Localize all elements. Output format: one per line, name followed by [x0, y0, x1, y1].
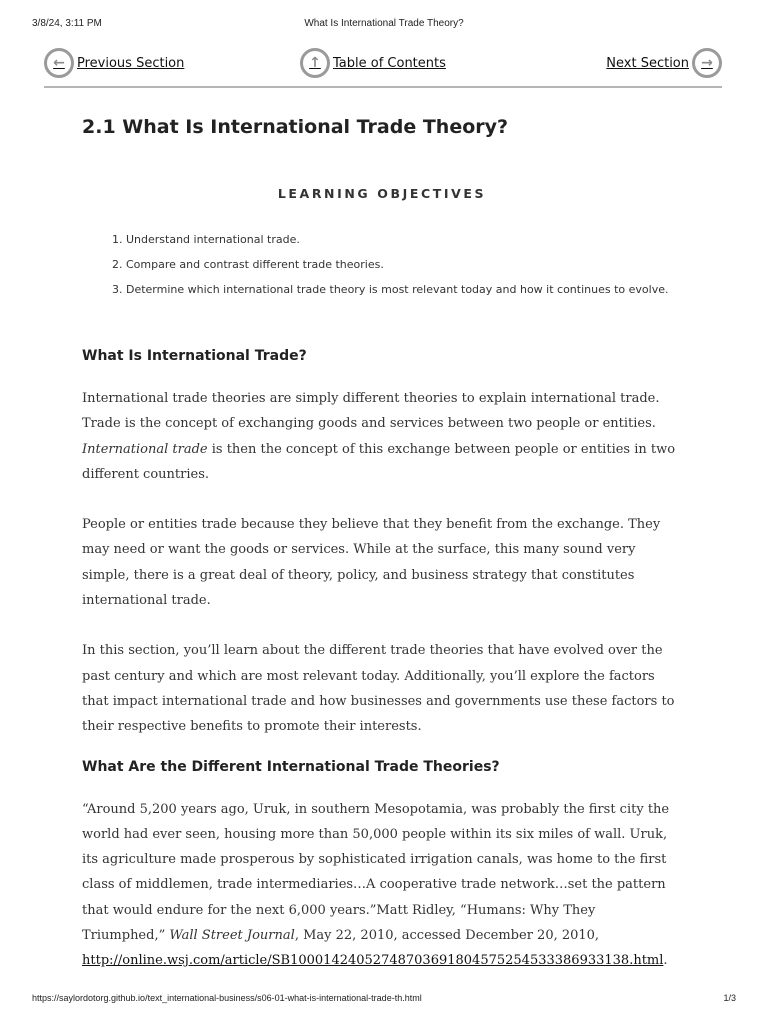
next-section-label: Next Section	[606, 55, 689, 71]
section-navigation	[44, 44, 722, 88]
print-header	[32, 18, 736, 32]
learning-objectives-list	[112, 227, 682, 302]
objective-item: 2. Compare and contrast different trade theories.	[112, 258, 384, 271]
main-content	[82, 110, 682, 974]
next-section-link[interactable]	[606, 48, 722, 78]
paragraph-benefit: People or entities trade because they believe that they benefit from the exchange. They may need or want the goods or services. While at the surface, this many sound very simple, there is a great deal of theory, policy, and business strategy that constitutes international trade.	[82, 517, 661, 609]
arrow-right-icon: →	[692, 48, 722, 78]
learning-objectives-heading: LEARNING OBJECTIVES	[277, 186, 487, 201]
arrow-left-icon: ←	[44, 48, 74, 78]
publication-emphasis: Wall Street Journal	[169, 928, 295, 944]
arrow-up-icon: ↑	[300, 48, 330, 78]
previous-section-label: Previous Section	[77, 55, 185, 71]
what-is-trade-heading: What Is International Trade?	[82, 348, 307, 364]
paragraph-overview: In this section, you’ll learn about the different trade theories that have evolved over the past century and which are most relevant today. Additionally, you’ll explore the factors that impact international trade and how businesses and governments use these factors to their respective benefits to promote their interests.	[82, 643, 675, 735]
table-of-contents-link[interactable]	[300, 48, 446, 78]
wsj-article-link[interactable]: http://online.wsj.com/article/SB10001424052748703691804575254533386933138.html	[82, 953, 664, 969]
page-title: 2.1 What Is International Trade Theory?	[82, 116, 509, 138]
paragraph-quote: “Around 5,200 years ago, Uruk, in southern Mesopotamia, was probably the first city the world had ever seen, housing more than 50,000 people within its six miles of wall. Uruk, its agriculture made prosperous by sophisticated irrigation canals, was home to the first class of middlemen, trade intermediaries…A cooperative trade network…set the pattern that would endure for the next 6,000 years.”Matt Ridley, “Humans: Why They Triumphed,” Wall Street Journal, May 22, 2010, accessed December 20, 2010, http://online.wsj.com/article/SB10001424052748703691804575254533386933138.html.	[82, 801, 670, 969]
table-of-contents-label: Table of Contents	[333, 55, 446, 71]
objective-item: 3. Determine which international trade theory is most relevant today and how it continues to evolve.	[112, 283, 669, 296]
print-page-title: What Is International Trade Theory?	[304, 18, 464, 29]
paragraph-definition: International trade theories are simply different theories to explain international trade. Trade is the concept of exchanging goods and services between two people or entities. International trade is then the concept of this exchange between people or entities in two different countries.	[82, 391, 676, 482]
print-footer	[32, 993, 736, 1007]
page-number: 1/3	[723, 993, 736, 1003]
objective-item: 1. Understand international trade.	[112, 233, 300, 246]
trade-theories-heading: What Are the Different International Trade Theories?	[82, 758, 500, 775]
print-date: 3/8/24, 3:11 PM	[32, 18, 102, 29]
print-url: https://saylordotorg.github.io/text_international-business/s06-01-what-is-international-trade-th.html	[32, 993, 422, 1003]
previous-section-link[interactable]	[44, 48, 184, 78]
term-emphasis: International trade	[82, 441, 208, 457]
